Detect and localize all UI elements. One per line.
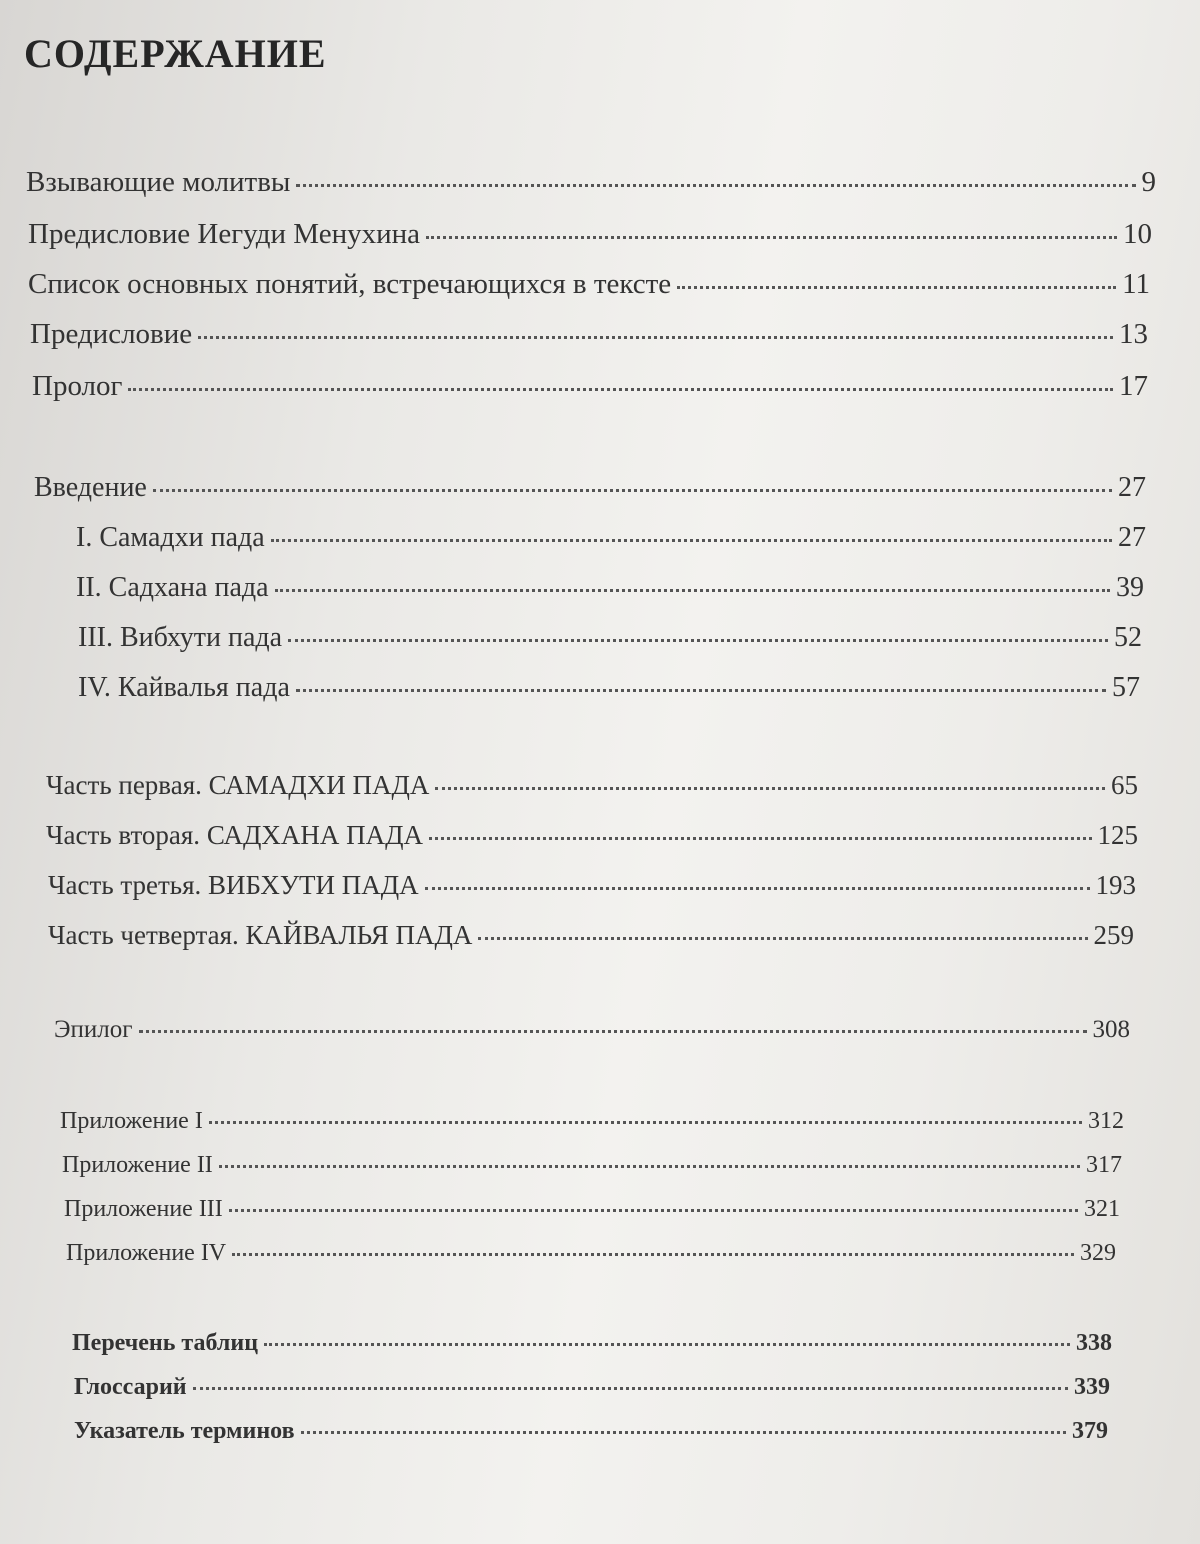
toc-entry <box>46 820 1138 851</box>
toc-leader-dots <box>288 639 1108 642</box>
toc-entry <box>76 522 1146 554</box>
toc-page-number: 57 <box>1112 672 1140 703</box>
toc-leader-dots <box>264 1343 1070 1346</box>
toc-entry <box>74 1418 1108 1445</box>
toc-entry <box>74 1374 1110 1401</box>
toc-leader-dots <box>478 937 1087 940</box>
toc-page-number: 10 <box>1123 218 1152 250</box>
toc-page-number: 338 <box>1076 1330 1112 1356</box>
toc-leader-dots <box>139 1030 1087 1033</box>
toc-page-number: 13 <box>1119 318 1148 350</box>
toc-entry <box>28 268 1150 301</box>
toc-leader-dots <box>209 1121 1082 1124</box>
toc-page-number: 308 <box>1092 1016 1130 1043</box>
toc-entry-label <box>48 870 419 901</box>
toc-entry-label-main: САМАДХИ ПАДА <box>208 770 430 800</box>
toc-page-number: 317 <box>1086 1152 1122 1178</box>
toc-leader-dots <box>677 286 1116 289</box>
toc-entry-label: Приложение I <box>60 1108 203 1134</box>
toc-leader-dots <box>435 787 1105 790</box>
toc-entry <box>72 1330 1112 1357</box>
toc-page-number: 9 <box>1141 166 1156 198</box>
toc-leader-dots <box>296 184 1135 187</box>
toc-leader-dots <box>219 1165 1080 1168</box>
toc-entry <box>64 1196 1120 1223</box>
toc-entry <box>62 1152 1122 1179</box>
toc-entry-label-prefix: Часть первая. <box>46 770 209 800</box>
toc-entry-label <box>46 770 429 801</box>
toc-entry-label: II. Садхана пада <box>76 572 269 603</box>
toc-entry <box>34 472 1146 504</box>
toc-leader-dots <box>128 388 1113 391</box>
toc-leader-dots <box>275 589 1110 592</box>
toc-page-number: 52 <box>1114 622 1142 653</box>
toc-entry <box>66 1240 1116 1267</box>
toc-entry-label: Взывающие молитвы <box>26 166 291 198</box>
toc-page-number: 65 <box>1111 770 1138 800</box>
toc-entry <box>26 166 1156 199</box>
toc-entry-label: Приложение IV <box>66 1240 227 1266</box>
toc-entry-label: Пролог <box>32 370 123 402</box>
toc-leader-dots <box>301 1431 1066 1434</box>
toc-entry-label: Приложение II <box>62 1152 213 1178</box>
toc-entry <box>28 218 1152 251</box>
toc-entry <box>48 920 1134 951</box>
toc-entry-label <box>46 820 423 851</box>
toc-page-number: 339 <box>1074 1374 1110 1400</box>
toc-page-number: 17 <box>1119 370 1148 402</box>
toc-entry-label <box>48 920 472 951</box>
toc-entry-label: I. Самадхи пада <box>76 522 265 553</box>
toc-entry <box>76 572 1144 604</box>
toc-entry <box>30 318 1148 351</box>
toc-entry-label: Предисловие <box>30 318 193 350</box>
toc-entry-label: Предисловие Иегуди Менухина <box>28 218 420 250</box>
toc-entry-label: Глоссарий <box>74 1374 187 1400</box>
toc-entry <box>78 622 1142 654</box>
toc-entry <box>46 770 1138 801</box>
toc-entry-label-prefix: Часть третья. <box>48 870 209 900</box>
toc-leader-dots <box>426 236 1117 239</box>
toc-page-number: 329 <box>1080 1240 1116 1266</box>
toc-leader-dots <box>429 837 1091 840</box>
toc-entry-label: Список основных понятий, встречающихся в тексте <box>28 268 672 300</box>
toc-entry <box>48 870 1136 901</box>
toc-leader-dots <box>296 689 1106 692</box>
toc-leader-dots <box>425 887 1090 890</box>
toc-entry <box>54 1016 1130 1044</box>
page-title: СОДЕРЖАНИЕ <box>24 31 327 76</box>
toc-entry-label: IV. Кайвалья пада <box>78 672 290 703</box>
toc-entry-label: Эпилог <box>54 1016 133 1043</box>
toc-entry <box>32 370 1148 403</box>
toc-page-number: 321 <box>1084 1196 1120 1222</box>
toc-page-number: 27 <box>1118 522 1146 553</box>
toc-entry-label: III. Вибхути пада <box>78 622 283 653</box>
toc-page-number: 379 <box>1072 1418 1108 1444</box>
toc-entry-label: Перечень таблиц <box>72 1330 259 1356</box>
toc-leader-dots <box>229 1209 1078 1212</box>
toc-entry <box>60 1108 1124 1135</box>
toc-page-number: 312 <box>1088 1108 1124 1134</box>
toc-leader-dots <box>271 539 1112 542</box>
toc-entry-label-main: КАЙВАЛЬЯ ПАДА <box>245 920 473 950</box>
toc-entry-label-prefix: Часть четвертая. <box>48 920 246 950</box>
toc-leader-dots <box>153 489 1112 492</box>
toc-leader-dots <box>198 336 1113 339</box>
toc-page-number: 11 <box>1122 268 1150 300</box>
toc-page-number: 259 <box>1093 920 1134 950</box>
toc-leader-dots <box>232 1253 1074 1256</box>
toc-entry-label-prefix: Часть вторая. <box>46 820 207 850</box>
toc-entry <box>78 672 1140 704</box>
toc-page-number: 125 <box>1097 820 1138 850</box>
toc-entry-label: Введение <box>34 472 147 503</box>
toc-entry-label-main: ВИБХУТИ ПАДА <box>208 870 419 900</box>
toc-page-number: 193 <box>1095 870 1136 900</box>
toc-entry-label: Приложение III <box>64 1196 223 1222</box>
toc-page-number: 27 <box>1118 472 1146 503</box>
toc-entry-label: Указатель терминов <box>74 1418 295 1444</box>
toc-page-number: 39 <box>1116 572 1144 603</box>
toc-leader-dots <box>193 1387 1068 1390</box>
toc-entry-label-main: САДХАНА ПАДА <box>206 820 424 850</box>
